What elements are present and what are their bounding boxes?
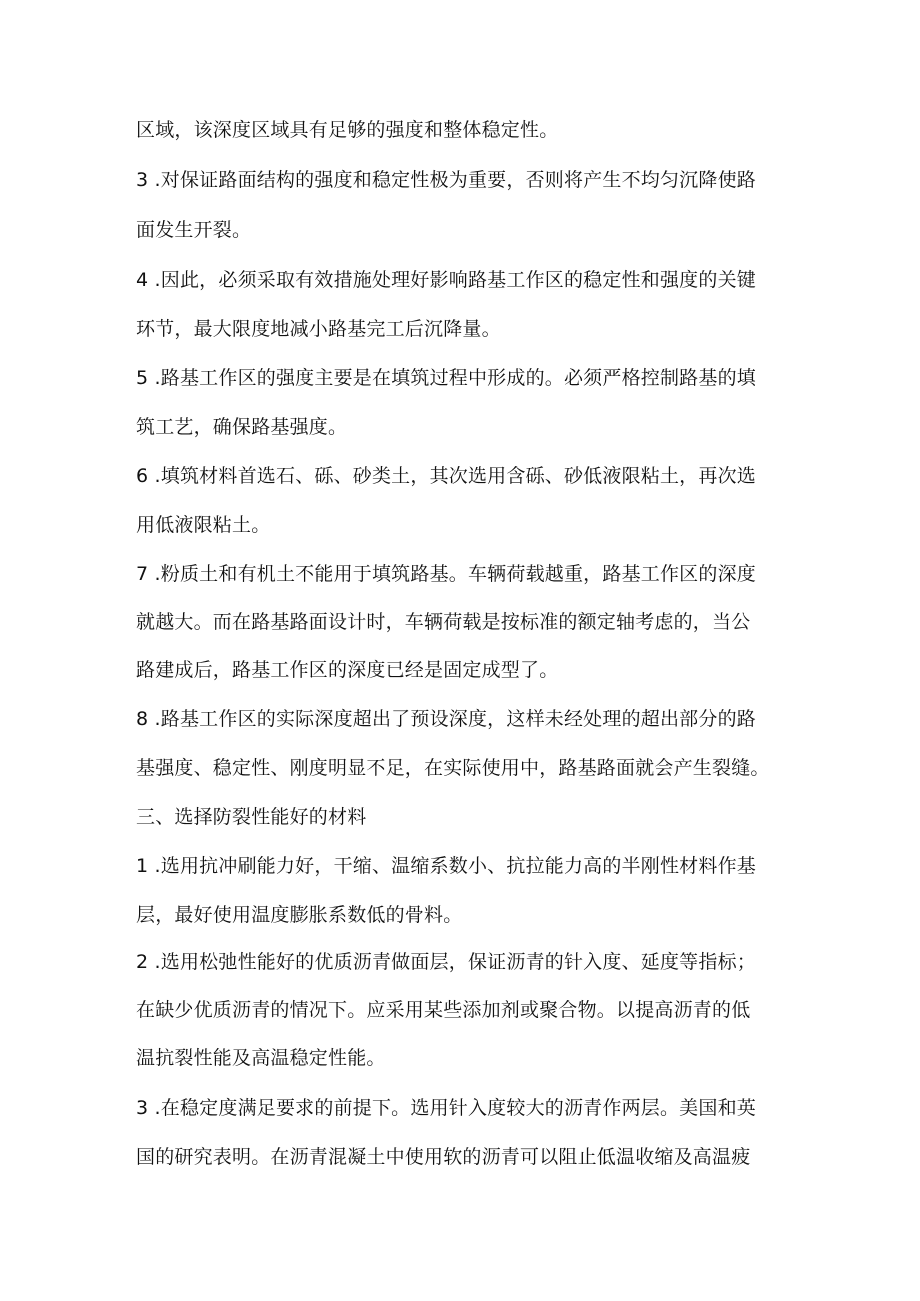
text-line: 就越大。而在路基路面设计时，车辆荷载是按标准的额定轴考虑的，当公 [136,611,751,633]
text-line: 层，最好使用温度膨胀系数低的骨料。 [136,904,463,926]
text-line: 面发生开裂。 [136,219,252,241]
text-line: 3 .对保证路面结构的强度和稳定性极为重要，否则将产生不均匀沉降使路 [136,169,756,191]
text-line: 3 .在稳定度满足要求的前提下。选用针入度较大的沥青作两层。美国和英 [136,1097,756,1119]
text-line: 基强度、稳定性、刚度明显不足，在实际使用中，路基路面就会产生裂缝。 [136,757,770,779]
text-line: 用低液限粘土。 [136,514,271,536]
text-line: 1 .选用抗冲刷能力好，干缩、温缩系数小、抗拉能力高的半刚性材料作基 [136,855,756,877]
text-line: 4 .因此，必须采取有效措施处理好影响路基工作区的稳定性和强度的关键 [136,269,756,291]
text-line: 2 .选用松弛性能好的优质沥青做面层，保证沥青的针入度、延度等指标； [136,951,756,973]
text-line: 区域，该深度区域具有足够的强度和整体稳定性。 [136,119,559,141]
text-line: 国的研究表明。在沥青混凝土中使用软的沥青可以阻止低温收缩及高温疲 [136,1146,751,1168]
text-line: 7 .粉质土和有机土不能用于填筑路基。车辆荷载越重，路基工作区的深度 [136,563,756,585]
text-line: 筑工艺，确保路基强度。 [136,416,348,438]
section-heading: 三、选择防裂性能好的材料 [136,806,367,828]
text-line: 8 .路基工作区的实际深度超出了预设深度，这样未经处理的超出部分的路 [136,708,756,730]
text-line: 5 .路基工作区的强度主要是在填筑过程中形成的。必须严格控制路基的填 [136,367,756,389]
text-line: 环节，最大限度地减小路基完工后沉降量。 [136,318,501,340]
text-line: 在缺少优质沥青的情况下。应采用某些添加剂或聚合物。以提高沥青的低 [136,999,751,1021]
text-line: 6 .填筑材料首选石、砾、砂类土，其次选用含砾、砂低液限粘土，再次选 [136,465,756,487]
text-line: 路建成后，路基工作区的深度已经是固定成型了。 [136,659,559,681]
text-line: 温抗裂性能及高温稳定性能。 [136,1047,386,1069]
